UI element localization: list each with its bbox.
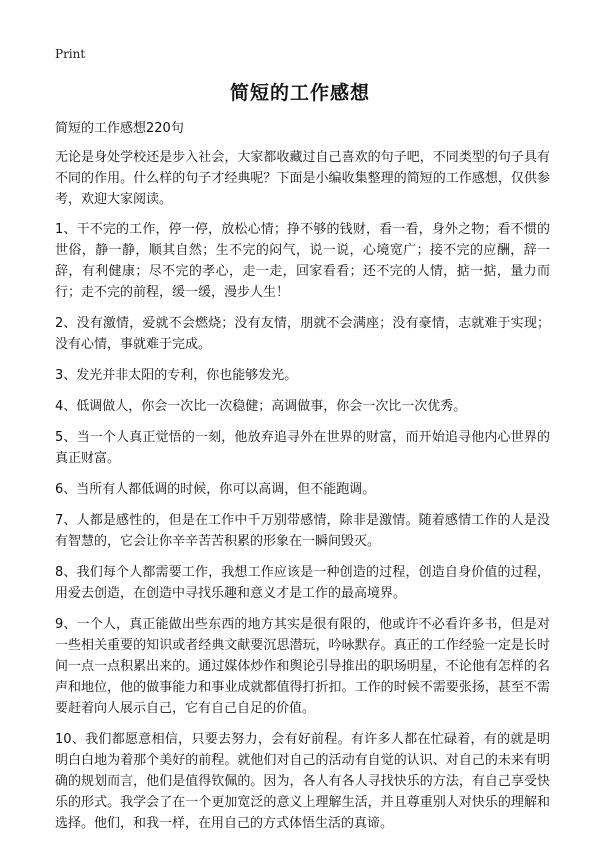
- list-item: 6、当所有人都低调的时候，你可以高调，但不能跑调。: [55, 482, 376, 497]
- list-item: 5、当一个人真正觉悟的一刻，他放弃追寻外在世界的财富，而开始追寻他内心世界的真正财富。: [55, 430, 550, 466]
- intro-paragraph: 无论是身处学校还是步入社会，大家都收藏过自己喜欢的句子吧，不同类型的句子具有不同的作用。什么样的句子才经典呢？下面是小编收集整理的简短的工作感想，仅供参考，欢迎大家阅读。: [55, 150, 550, 207]
- list-item: 2、没有激情，爱就不会燃烧；没有友情，朋就不会满座；没有豪情，志就难于实现；没有心情，事就难于完成。: [55, 316, 550, 352]
- page-title: 简短的工作感想: [229, 82, 370, 104]
- list-item: 8、我们每个人都需要工作，我想工作应该是一种创造的过程，创造自身价值的过程，用爱去创造，在创造中寻找乐趣和意义才是工作的最高境界。: [55, 565, 550, 601]
- list-item: 1、干不完的工作，停一停，放松心情；挣不够的钱财，看一看，身外之物；看不惯的世俗，静一静，顺其自然；生不完的闷气，说一说，心境宽广；接不完的应酬，辞一辞，有利健康；尽不完的孝心，走一走，回家看看；还不完的人情，掂一掂，量力而行；走不完的前程，缓一缓，漫步人生！: [55, 222, 550, 300]
- list-item: 7、人都是感性的，但是在工作中千万别带感情，除非是激情。随着感情工作的人是没有智慧的，它会让你辛辛苦苦积累的形象在一瞬间毁灭。: [55, 513, 550, 549]
- article-body: [55, 118, 550, 844]
- print-link[interactable]: Print: [55, 47, 86, 61]
- list-item: 4、低调做人，你会一次比一次稳健；高调做事，你会一次比一次优秀。: [55, 399, 467, 414]
- list-item: 9、一个人，真正能做出些东西的地方其实是很有限的，他或许不必看许多书，但是对一些相关重要的知识或者经典文献要沉思潜玩，吟咏默存。真正的工作经验一定是长时间一点一点积累出来的。通过媒体炒作和舆论引导推出的职场明星，不论他有怎样的名声和地位，他的做事能力和事业成就都值得打折扣。工作的时候不需要张扬，甚至不需要赶着向人展示自己，它有自己自足的价值。: [55, 617, 550, 716]
- article-subtitle: 简短的工作感想220句: [55, 121, 184, 136]
- list-item: 10、我们都愿意相信，只要去努力，会有好前程。有许多人都在忙碌着，有的就是明明白白地为着那个美好的前程。就他们对自己的活动有自觉的认识、对自己的未来有明确的规划而言，他们是值得钦佩的。因为，各人有各人寻找快乐的方法，有自己享受快乐的形式。我学会了在一个更加宽泛的意义上理解生活，并且尊重别人对快乐的理解和选择。他们，和我一样，在用自己的方式体悟生活的真谛。: [55, 732, 550, 831]
- list-item: 3、发光并非太阳的专利，你也能够发光。: [55, 368, 298, 383]
